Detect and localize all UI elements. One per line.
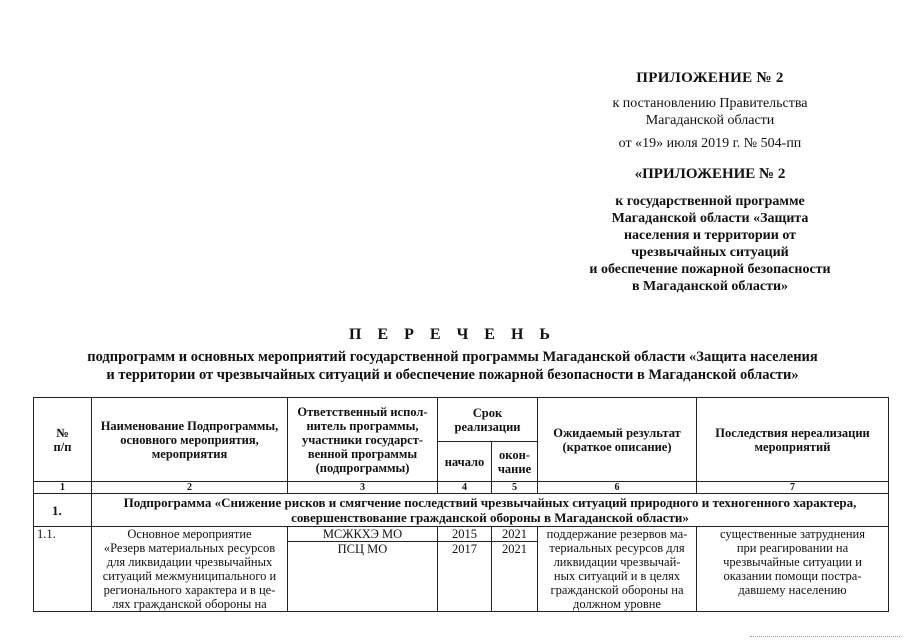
subtitle-line: подпрограмм и основных мероприятий государственной программы Магаданской области «Защита населения xyxy=(87,349,818,365)
executor-name: ПСЦ МО xyxy=(337,542,388,556)
document-subtitle xyxy=(40,348,865,384)
executor-name: МСЖКХЭ МО xyxy=(322,527,403,541)
appendix-line: Магаданской области xyxy=(645,113,775,128)
subprogram-title: Подпрограмма «Снижение рисков и смягчение последствий чрезвычайных ситуаций природного и техногенного характера, совершенствование гражданской обороны в Магаданской области» xyxy=(92,494,889,527)
header-name: Наименование Подпрограммы, основного мероприятия, мероприятия xyxy=(92,398,288,482)
program-appendix-line: чрезвычайных ситуаций xyxy=(631,245,789,260)
program-appendix-line: и обеспечение пожарной безопасности xyxy=(589,262,831,277)
column-number-row xyxy=(34,482,889,494)
decree-appendix-header xyxy=(560,70,860,152)
header-no: № п/п xyxy=(34,398,92,482)
table-row xyxy=(34,527,889,612)
column-number: 7 xyxy=(697,482,889,494)
header-responsible: Ответственный испол- нитель программы, участники государст- венной программы (подпрограммы) xyxy=(288,398,438,482)
subprogram-number: 1. xyxy=(34,494,92,527)
program-appendix-line: в Магаданской области» xyxy=(631,279,789,294)
program-appendix-header xyxy=(560,166,860,295)
column-number: 5 xyxy=(492,482,538,494)
header-result: Ожидаемый результат (краткое описание) xyxy=(538,398,697,482)
expected-result: поддержание резервов ма- териальных ресурсов для ликвидации чрезвычай- ных ситуаций и в целях гражданской обороны на должном уровне xyxy=(538,527,697,612)
document-title: П Е Р Е Ч Е Н Ь xyxy=(349,326,556,343)
appendix-title: ПРИЛОЖЕНИЕ № 2 xyxy=(636,70,784,86)
non-implementation-consequences: существенные затруднения при реагировании на чрезвычайные ситуации и оказании помощи постра- давшему населению xyxy=(697,527,889,612)
program-appendix-title: «ПРИЛОЖЕНИЕ № 2 xyxy=(634,166,786,182)
program-appendix-line: к государственной программе xyxy=(615,194,805,209)
column-number: 3 xyxy=(288,482,438,494)
program-appendix-line: Магаданской области «Защита xyxy=(611,211,809,226)
header-term: Срок реализации xyxy=(438,398,538,442)
responsible-executors xyxy=(288,527,438,612)
term-end xyxy=(492,527,538,612)
header-start: начало xyxy=(438,442,492,482)
column-number: 4 xyxy=(438,482,492,494)
column-number: 2 xyxy=(92,482,288,494)
decree-date: от «19» июля 2019 г. № 504-пп xyxy=(618,136,802,151)
scan-artifact xyxy=(750,632,900,637)
measures-table xyxy=(33,397,889,612)
row-number: 1.1. xyxy=(34,527,92,612)
start-year: 2017 xyxy=(452,542,477,556)
end-year: 2021 xyxy=(502,542,527,556)
header-consequences: Последствия нереализации мероприятий xyxy=(697,398,889,482)
end-year: 2021 xyxy=(502,527,527,541)
measure-name: Основное мероприятие «Резерв материальных ресурсов для ликвидации чрезвычайных ситуаций межмуниципального и регионального характера и в це- лях гражданской обороны на xyxy=(92,527,288,612)
appendix-line: к постановлению Правительства xyxy=(612,96,808,111)
term-start xyxy=(438,527,492,612)
column-number: 6 xyxy=(538,482,697,494)
subprogram-row xyxy=(34,494,889,527)
header-end: окон- чание xyxy=(492,442,538,482)
start-year: 2015 xyxy=(452,527,477,541)
subtitle-line: и территории от чрезвычайных ситуаций и обеспечение пожарной безопасности в Магаданской области» xyxy=(106,367,799,383)
program-appendix-line: населения и территории от xyxy=(623,228,797,243)
column-number: 1 xyxy=(34,482,92,494)
